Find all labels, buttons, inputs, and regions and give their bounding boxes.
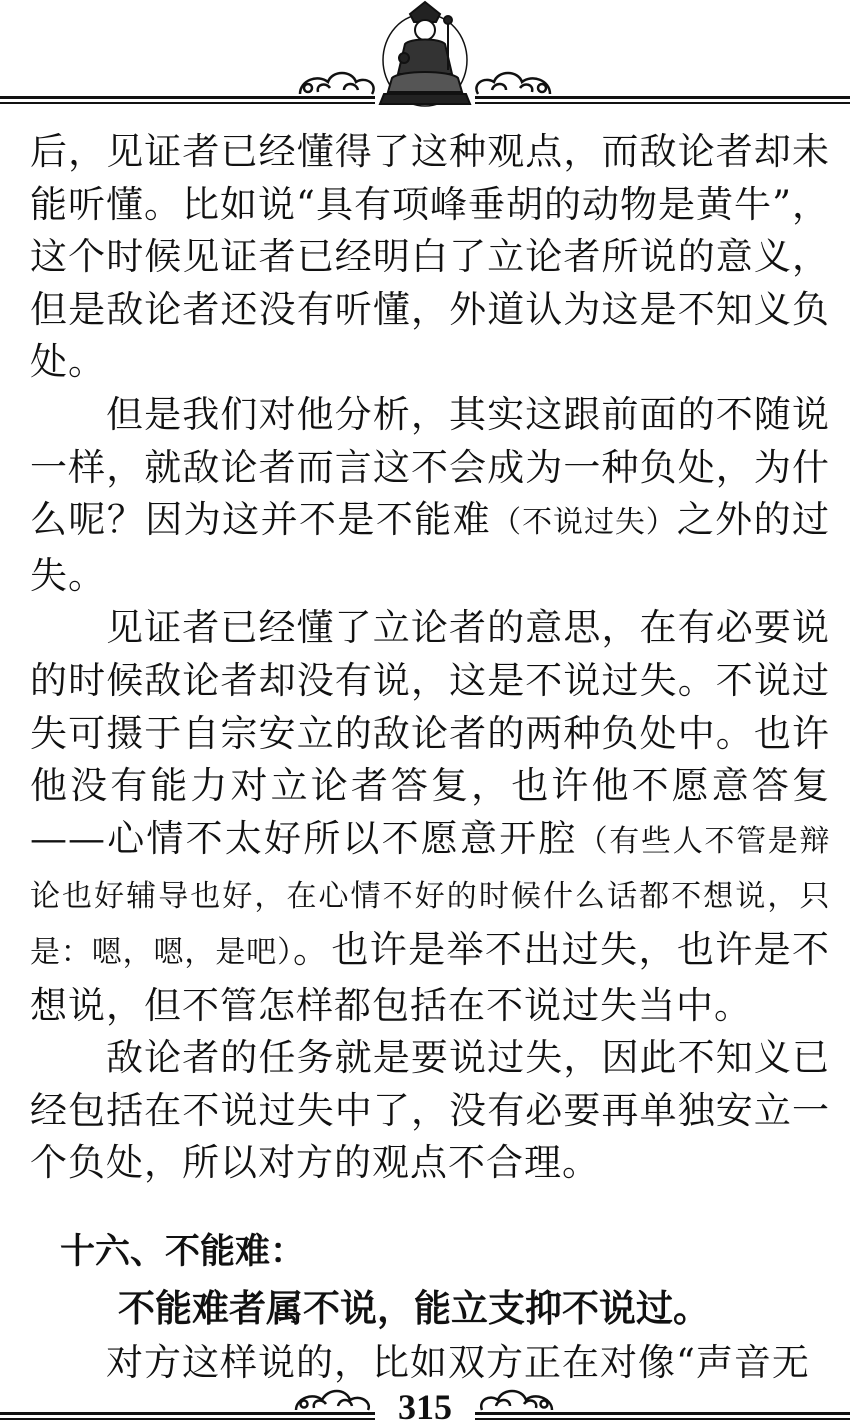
page-number: 315	[398, 1387, 452, 1427]
paragraph-2-note: （不说过失）	[491, 505, 677, 541]
paragraph-3-tail: 。也许是举不出过失，也许是不想说，但不管怎样都包括在不说过失当中。	[30, 927, 831, 1027]
verse: 不能难者属不说，能立支抑不说过。	[118, 1287, 710, 1330]
continuing-paragraph: 对方这样说的，比如双方正在对像“声音无	[106, 1341, 810, 1384]
section-title: 十六、不能难：	[60, 1232, 306, 1272]
paragraph-3	[30, 602, 830, 1032]
paragraph-2	[30, 389, 830, 602]
paragraph-1: 后，见证者已经懂得了这种观点，而敌论者却未能听懂。比如说“具有项峰垂胡的动物是黄牛”，这个时候见证者已经明白了立论者所说的意义，但是敌论者还没有听懂，外道认为这是不知义负处。	[30, 130, 830, 384]
paragraph-3-text: 见证者已经懂了立论者的意思，在有必要说的时候敌论者却没有说，这是不说过失。不说过失可摄于自宗安立的敌论者的两种负处中。也许他没有能力对立论者答复，也许他不愿意答复——心情不太好所以不愿意开腔	[30, 606, 830, 860]
body-text	[30, 126, 830, 1190]
paragraph-3-note: （有些人不管是辩论也好辅导也好，在心情不好的时候什么话都不想说，只是：嗯，嗯，是吧）	[30, 823, 831, 970]
paragraph-4: 敌论者的任务就是要说过失，因此不知义已经包括在不说过失中了，没有必要再单独安立一个负处，所以对方的观点不合理。	[30, 1036, 830, 1185]
paragraph-2-tail: 之外的过失。	[30, 498, 831, 597]
header-ornament	[0, 0, 850, 112]
paragraph-2-text: 但是我们对他分析，其实这跟前面的不随说一样，就敌论者而言这不会成为一种负处，为什么呢？因为这并不是不能难	[30, 392, 830, 542]
deity-figure-icon	[0, 0, 850, 112]
